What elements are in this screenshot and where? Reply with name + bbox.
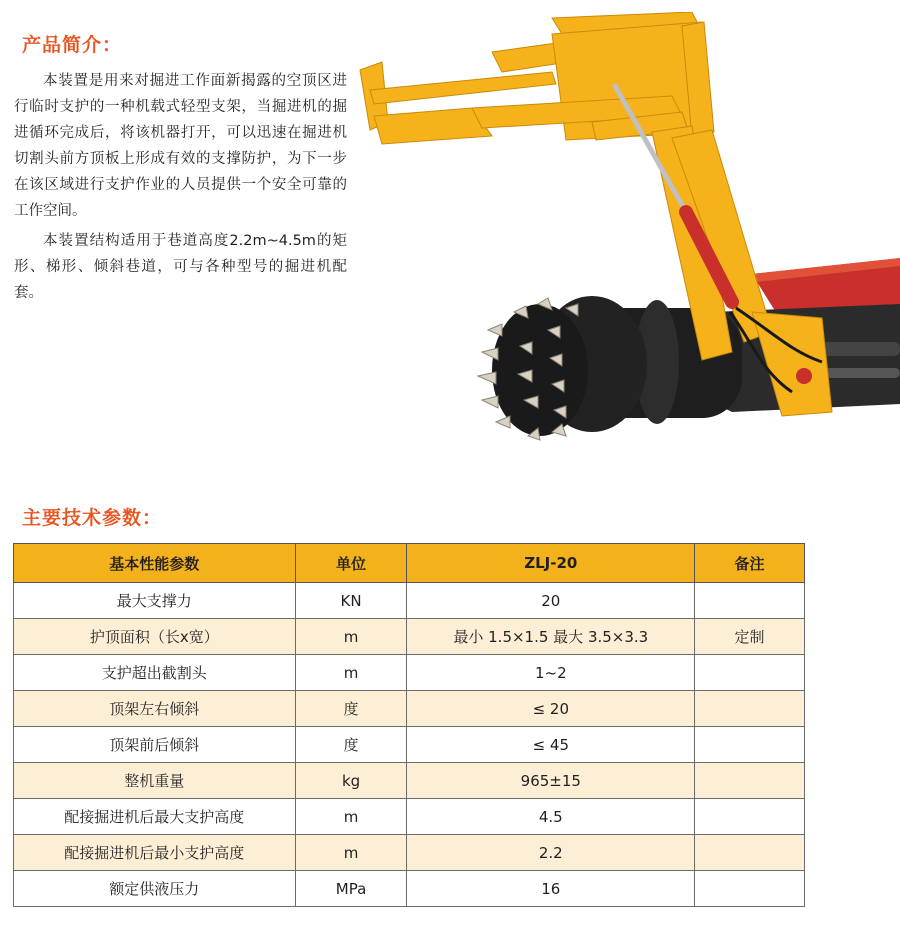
note-cell xyxy=(695,871,805,907)
param-cell: 整机重量 xyxy=(14,763,296,799)
param-cell: 顶架前后倾斜 xyxy=(14,727,296,763)
intro-paragraph-1: 本装置是用来对掘进工作面新揭露的空顶区进行临时支护的一种机载式轻型支架，当掘进机的掘进循环完成后，将该机器打开，可以迅速在掘进机切割头前方顶板上形成有效的支撑防护，为下一步在该区域进行支护作业的人员提供一个安全可靠的工作空间。 xyxy=(14,73,347,219)
table-row xyxy=(14,799,805,835)
unit-cell: 度 xyxy=(295,727,407,763)
column-header: 单位 xyxy=(295,544,407,583)
intro-text xyxy=(14,68,347,310)
param-cell: 配接掘进机后最大支护高度 xyxy=(14,799,296,835)
unit-cell: kg xyxy=(295,763,407,799)
unit-cell: m xyxy=(295,835,407,871)
table-row xyxy=(14,871,805,907)
column-header: 基本性能参数 xyxy=(14,544,296,583)
unit-cell: 度 xyxy=(295,691,407,727)
section-heading-intro: 产品简介： xyxy=(22,34,123,56)
note-cell xyxy=(695,583,805,619)
note-cell xyxy=(695,763,805,799)
value-cell: 16 xyxy=(407,871,695,907)
table-row xyxy=(14,583,805,619)
value-cell: ≤ 20 xyxy=(407,691,695,727)
value-cell: 965±15 xyxy=(407,763,695,799)
note-cell xyxy=(695,799,805,835)
note-cell xyxy=(695,727,805,763)
unit-cell: KN xyxy=(295,583,407,619)
table-row xyxy=(14,619,805,655)
param-cell: 支护超出截割头 xyxy=(14,655,296,691)
value-cell: 20 xyxy=(407,583,695,619)
table-header-row xyxy=(14,544,805,583)
unit-cell: m xyxy=(295,655,407,691)
note-cell: 定制 xyxy=(695,619,805,655)
param-cell: 顶架左右倾斜 xyxy=(14,691,296,727)
column-header: ZLJ-20 xyxy=(407,544,695,583)
intro-paragraph-2: 本装置结构适用于巷道高度2.2m~4.5m的矩形、梯形、倾斜巷道，可与各种型号的掘进机配套。 xyxy=(14,233,347,301)
value-cell: ≤ 45 xyxy=(407,727,695,763)
column-header: 备注 xyxy=(695,544,805,583)
note-cell xyxy=(695,655,805,691)
table-row xyxy=(14,763,805,799)
note-cell xyxy=(695,835,805,871)
table-row xyxy=(14,655,805,691)
param-cell: 额定供液压力 xyxy=(14,871,296,907)
param-cell: 护顶面积（长x宽） xyxy=(14,619,296,655)
param-cell: 配接掘进机后最小支护高度 xyxy=(14,835,296,871)
table-row xyxy=(14,691,805,727)
value-cell: 4.5 xyxy=(407,799,695,835)
param-cell: 最大支撑力 xyxy=(14,583,296,619)
unit-cell: MPa xyxy=(295,871,407,907)
table-row xyxy=(14,727,805,763)
note-cell xyxy=(695,691,805,727)
value-cell: 最小 1.5×1.5 最大 3.5×3.3 xyxy=(407,619,695,655)
table-row xyxy=(14,835,805,871)
unit-cell: m xyxy=(295,799,407,835)
value-cell: 1~2 xyxy=(407,655,695,691)
spec-table xyxy=(13,543,805,907)
product-photo xyxy=(352,12,900,444)
unit-cell: m xyxy=(295,619,407,655)
value-cell: 2.2 xyxy=(407,835,695,871)
section-heading-specs: 主要技术参数： xyxy=(22,507,163,529)
